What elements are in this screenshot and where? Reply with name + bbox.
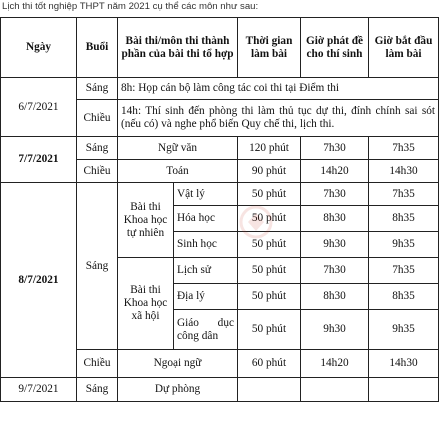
session-cell: Sáng — [77, 137, 118, 160]
gio-phat-cell: 14h20 — [301, 350, 369, 378]
date-cell: 9/7/2021 — [1, 378, 77, 402]
duration-cell: 50 phút — [238, 284, 301, 310]
session-cell: Chiều — [77, 350, 118, 378]
duration-cell: 50 phút — [238, 183, 301, 206]
duration-cell — [238, 378, 301, 402]
session-cell: Chiều — [77, 160, 118, 183]
subject-cell: Ngữ văn — [118, 137, 238, 160]
subject-cell: Lịch sử — [174, 258, 238, 284]
header-buoi: Buổi — [77, 18, 118, 78]
gio-phat-cell: 8h30 — [301, 284, 369, 310]
subject-cell: Vật lý — [174, 183, 238, 206]
gio-bd-cell: 14h30 — [369, 160, 439, 183]
session-cell: Chiều — [77, 100, 118, 137]
subject-cell: Địa lý — [174, 284, 238, 310]
gio-phat-cell: 7h30 — [301, 137, 369, 160]
table-row — [1, 137, 439, 160]
gio-phat-cell: 9h30 — [301, 232, 369, 258]
gio-bd-cell: 7h35 — [369, 183, 439, 206]
gio-phat-cell: 9h30 — [301, 310, 369, 350]
duration-cell: 50 phút — [238, 310, 301, 350]
session-cell: Sáng — [77, 78, 118, 100]
date-cell: 8/7/2021 — [1, 183, 77, 378]
session-cell: Sáng — [77, 183, 118, 350]
header-gio-phat-de: Giờ phát đề cho thí sinh — [301, 18, 369, 78]
table-caption: Lịch thi tốt nghiệp THPT năm 2021 cụ thể các môn như sau: — [2, 1, 259, 12]
duration-cell: 50 phút — [238, 232, 301, 258]
group-khxh-cell: Bài thi Khoa học xã hội — [118, 258, 174, 350]
gio-phat-cell: 7h30 — [301, 258, 369, 284]
gio-bd-cell: 7h35 — [369, 137, 439, 160]
gio-phat-cell: 14h20 — [301, 160, 369, 183]
duration-cell: 120 phút — [238, 137, 301, 160]
header-bai-thi: Bài thi/môn thi thành phần của bài thi tổ hợp — [118, 18, 238, 78]
date-cell: 7/7/2021 — [1, 137, 77, 183]
gio-phat-cell — [301, 378, 369, 402]
subject-cell: Hóa học — [174, 206, 238, 232]
header-gio-bat-dau: Giờ bắt đầu làm bài — [369, 18, 439, 78]
subject-cell: Dự phòng — [118, 378, 238, 402]
gio-bd-cell: 7h35 — [369, 258, 439, 284]
date-cell: 6/7/2021 — [1, 78, 77, 137]
subject-cell: Giáo dục công dân — [174, 310, 238, 350]
table-row — [1, 183, 439, 206]
duration-cell: 90 phút — [238, 160, 301, 183]
gio-bd-cell: 9h35 — [369, 232, 439, 258]
duration-cell: 50 phút — [238, 206, 301, 232]
gio-bd-cell: 8h35 — [369, 284, 439, 310]
gio-bd-cell — [369, 378, 439, 402]
header-thoi-gian: Thời gian làm bài — [238, 18, 301, 78]
gio-bd-cell: 14h30 — [369, 350, 439, 378]
gio-phat-cell: 7h30 — [301, 183, 369, 206]
subject-cell: Sinh học — [174, 232, 238, 258]
header-ngay: Ngày — [1, 18, 77, 78]
gio-bd-cell: 9h35 — [369, 310, 439, 350]
exam-schedule-table — [0, 17, 439, 402]
table-row — [1, 378, 439, 402]
subject-cell: Ngoại ngữ — [118, 350, 238, 378]
note-cell: 14h: Thí sinh đến phòng thi làm thủ tục dự thi, đính chính sai sót (nếu có) và nghe phổ biến Quy chế thi, lịch thi. — [118, 100, 439, 137]
gio-phat-cell: 8h30 — [301, 206, 369, 232]
group-khtn-cell: Bài thi Khoa học tự nhiên — [118, 183, 174, 258]
subject-cell: Toán — [118, 160, 238, 183]
note-cell: 8h: Họp cán bộ làm công tác coi thi tại Điểm thi — [118, 78, 439, 100]
table-row — [1, 78, 439, 100]
session-cell: Sáng — [77, 378, 118, 402]
duration-cell: 60 phút — [238, 350, 301, 378]
header-row — [1, 18, 439, 78]
duration-cell: 50 phút — [238, 258, 301, 284]
gio-bd-cell: 8h35 — [369, 206, 439, 232]
